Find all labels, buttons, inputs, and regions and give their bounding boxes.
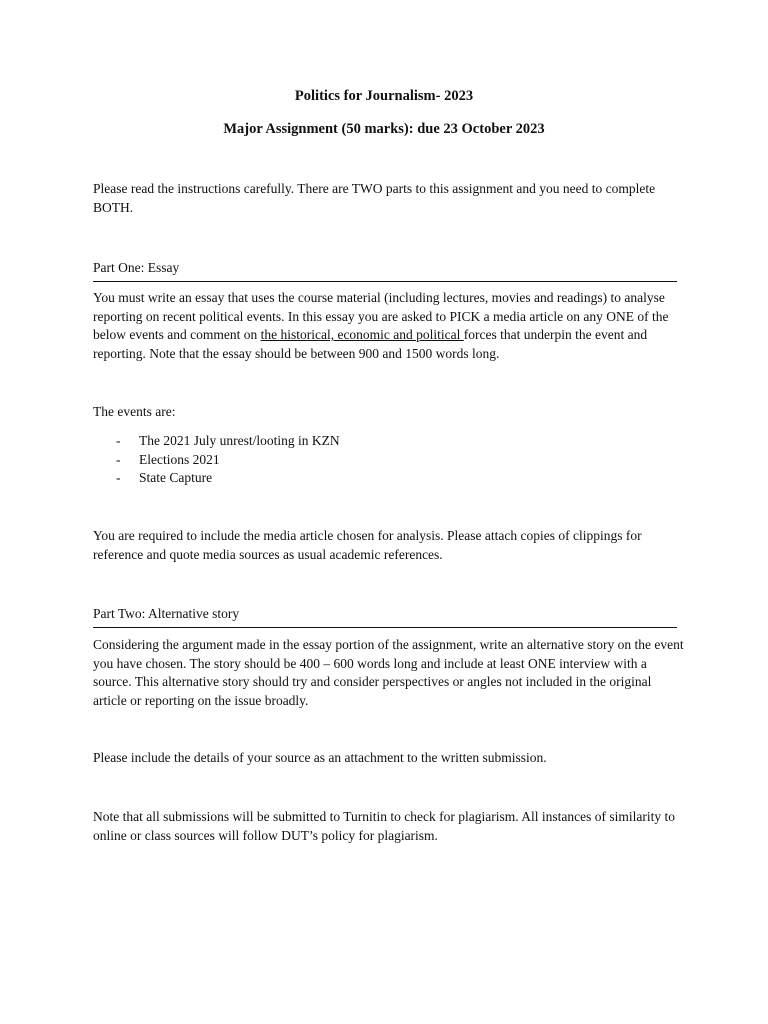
document-title: Politics for Journalism- 2023 — [294, 88, 474, 104]
bullet-dash-icon: - — [116, 451, 121, 467]
source-note: Please include the details of your source as an attachment to the written submission. — [93, 750, 547, 765]
document-subtitle: Major Assignment (50 marks): due 23 October 2023 — [223, 121, 545, 137]
part-one-body — [93, 289, 685, 363]
list-item — [93, 432, 340, 451]
part-two-heading: Part Two: Alternative story — [93, 605, 677, 628]
plagiarism-note: Note that all submissions will be submitted to Turnitin to check for plagiarism. All instances of similarity to online or class sources will follow DUT’s policy for plagiarism. — [93, 809, 675, 843]
part-one-body-start: You must write an essay that uses the course material (including lectures, movies and readings) to analyse reporting on recent political events. In this essay you are asked to PICK a media article on any ONE of the below events and comment on — [93, 290, 669, 342]
part-two-body: Considering the argument made in the essay portion of the assignment, write an alternative story on the event you have chosen. The story should be 400 – 600 words long and include at least ONE interview with a source. This alternative story should try and consider perspectives or angles not included in the original article or reporting on the issue broadly. — [93, 637, 684, 708]
part-one-heading: Part One: Essay — [93, 259, 677, 282]
part-one-body-end: forces that underpin the event and reporting. Note that the essay should be between 900 and 1500 words long. — [93, 327, 648, 361]
bullet-dash-icon: - — [116, 433, 121, 448]
bullet-dash-icon: - — [116, 470, 121, 485]
event-label: Elections 2021 — [139, 451, 220, 467]
events-list — [93, 432, 340, 488]
intro-paragraph: Please read the instructions carefully. There are TWO parts to this assignment and you need to complete BOTH. — [93, 181, 656, 215]
list-item — [93, 451, 340, 470]
events-intro: The events are: — [93, 404, 176, 419]
attachment-note: You are required to include the media article chosen for analysis. Please attach copies of clippings for reference and quote media sources as usual academic references. — [93, 528, 642, 562]
event-label: State Capture — [139, 470, 213, 485]
event-label: The 2021 July unrest/looting in KZN — [139, 433, 340, 448]
part-one-body-underlined: the historical, economic and political — [260, 327, 464, 342]
list-item — [93, 469, 340, 488]
